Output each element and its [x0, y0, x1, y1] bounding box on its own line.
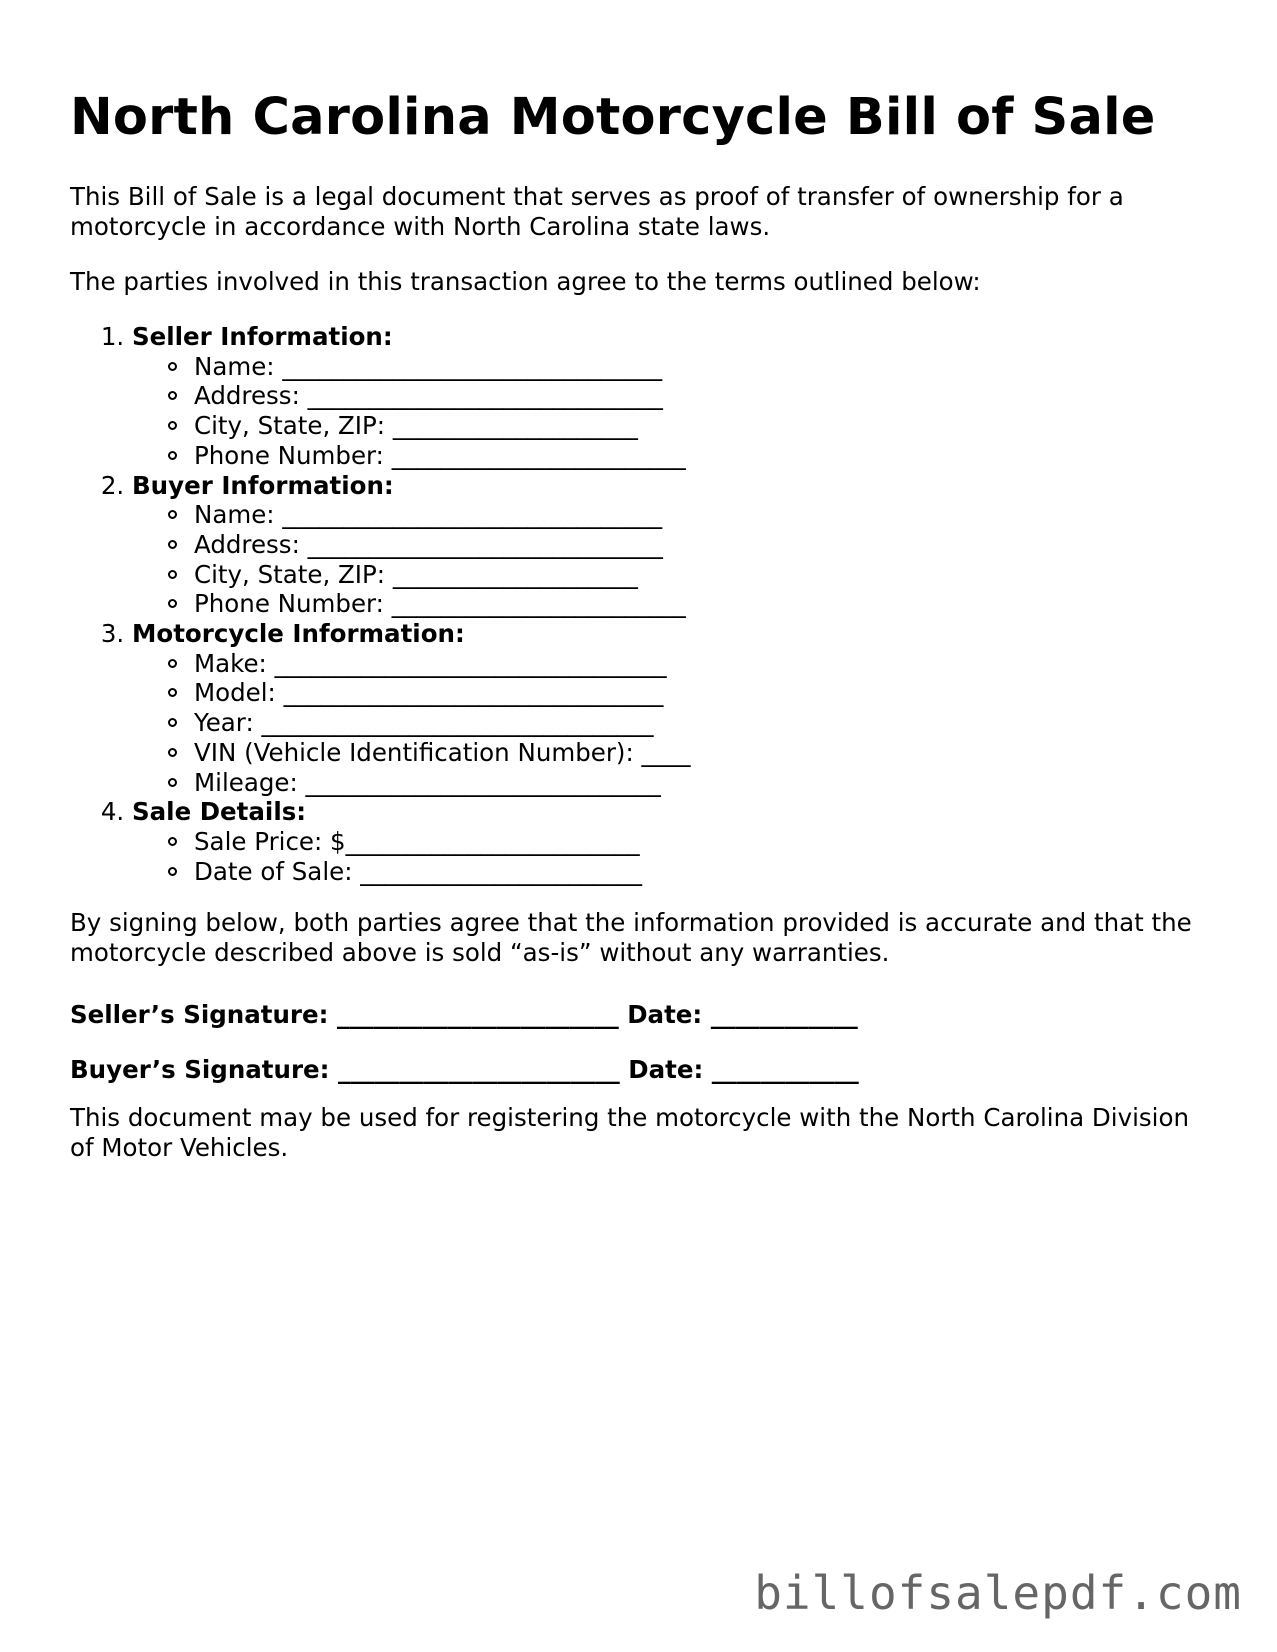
- buyer-address-field[interactable]: [194, 530, 691, 560]
- field-label: City, State, ZIP: ____________________: [194, 411, 638, 441]
- model-field[interactable]: [194, 678, 691, 708]
- section-title: Sale Details:: [132, 797, 307, 827]
- seller-signature-line[interactable]: Seller’s Signature: _______________________ Date: ____________: [70, 1000, 858, 1029]
- field-label: Name: _______________________________: [194, 500, 663, 530]
- field-label: Year: ________________________________: [194, 708, 654, 738]
- field-label: Address: _____________________________: [194, 381, 663, 411]
- bullet-icon: [168, 837, 177, 846]
- field-label: VIN (Vehicle Identification Number): ____: [194, 737, 691, 767]
- bullet-icon: [168, 778, 177, 787]
- field-list: [132, 827, 691, 886]
- buyer-phone-field[interactable]: [194, 589, 691, 619]
- field-label: Phone Number: ________________________: [194, 589, 686, 619]
- field-list: [132, 500, 691, 619]
- section-buyer-information: [132, 471, 691, 620]
- bullet-icon: [168, 599, 177, 608]
- seller-city-state-zip-field[interactable]: [194, 411, 691, 441]
- section-motorcycle-information: [132, 619, 691, 797]
- field-label: Phone Number: ________________________: [194, 440, 686, 470]
- bullet-icon: [168, 391, 177, 400]
- bullet-icon: [168, 718, 177, 727]
- section-title: Motorcycle Information:: [132, 619, 465, 649]
- buyer-city-state-zip-field[interactable]: [194, 560, 691, 590]
- buyer-name-field[interactable]: [194, 500, 691, 530]
- bullet-icon: [168, 570, 177, 579]
- date-of-sale-field[interactable]: [194, 857, 691, 887]
- bullet-icon: [168, 510, 177, 519]
- watermark-text: billofsalepdf.com: [754, 1566, 1242, 1620]
- vin-field[interactable]: [194, 738, 691, 768]
- bullet-icon: [168, 659, 177, 668]
- registration-note: This document may be used for registering the motorcycle with the North Carolina Division of Motor Vehicles.: [70, 1103, 1189, 1162]
- field-label: Make: ________________________________: [194, 648, 667, 678]
- field-list: [132, 352, 691, 471]
- document-title: North Carolina Motorcycle Bill of Sale: [70, 88, 1156, 147]
- field-label: Date of Sale: _______________________: [194, 856, 642, 886]
- field-label: Model: _______________________________: [194, 678, 664, 708]
- bullet-icon: [168, 688, 177, 697]
- seller-name-field[interactable]: [194, 352, 691, 382]
- sale-price-field[interactable]: [194, 827, 691, 857]
- field-label: Mileage: _____________________________: [194, 767, 661, 797]
- section-title: Seller Information:: [132, 322, 393, 351]
- buyer-signature-line[interactable]: Buyer’s Signature: _______________________ Date: ____________: [70, 1055, 859, 1084]
- field-label: City, State, ZIP: ____________________: [194, 559, 638, 589]
- field-label: Sale Price: $________________________: [194, 826, 640, 856]
- mileage-field[interactable]: [194, 768, 691, 798]
- bullet-icon: [168, 867, 177, 876]
- seller-address-field[interactable]: [194, 381, 691, 411]
- section-sale-details: [132, 797, 691, 886]
- bullet-icon: [168, 540, 177, 549]
- intro-paragraph: This Bill of Sale is a legal document that serves as proof of transfer of ownership for a motorcycle in accordance with North Carolina state laws.: [70, 182, 1124, 241]
- parties-paragraph: The parties involved in this transaction agree to the terms outlined below:: [70, 267, 981, 296]
- seller-phone-field[interactable]: [194, 441, 691, 471]
- field-list: [132, 649, 691, 798]
- sections-list: [70, 322, 691, 886]
- field-label: Address: _____________________________: [194, 529, 663, 559]
- section-title: Buyer Information:: [132, 470, 394, 500]
- make-field[interactable]: [194, 649, 691, 679]
- bullet-icon: [168, 451, 177, 460]
- bullet-icon: [168, 421, 177, 430]
- field-label: Name: _______________________________: [194, 351, 663, 381]
- section-seller-information: [132, 322, 691, 471]
- agreement-paragraph: By signing below, both parties agree that the information provided is accurate and that the motorcycle described above is sold “as-is” without any warranties.: [70, 908, 1192, 967]
- bullet-icon: [168, 362, 177, 371]
- year-field[interactable]: [194, 708, 691, 738]
- bullet-icon: [168, 748, 177, 757]
